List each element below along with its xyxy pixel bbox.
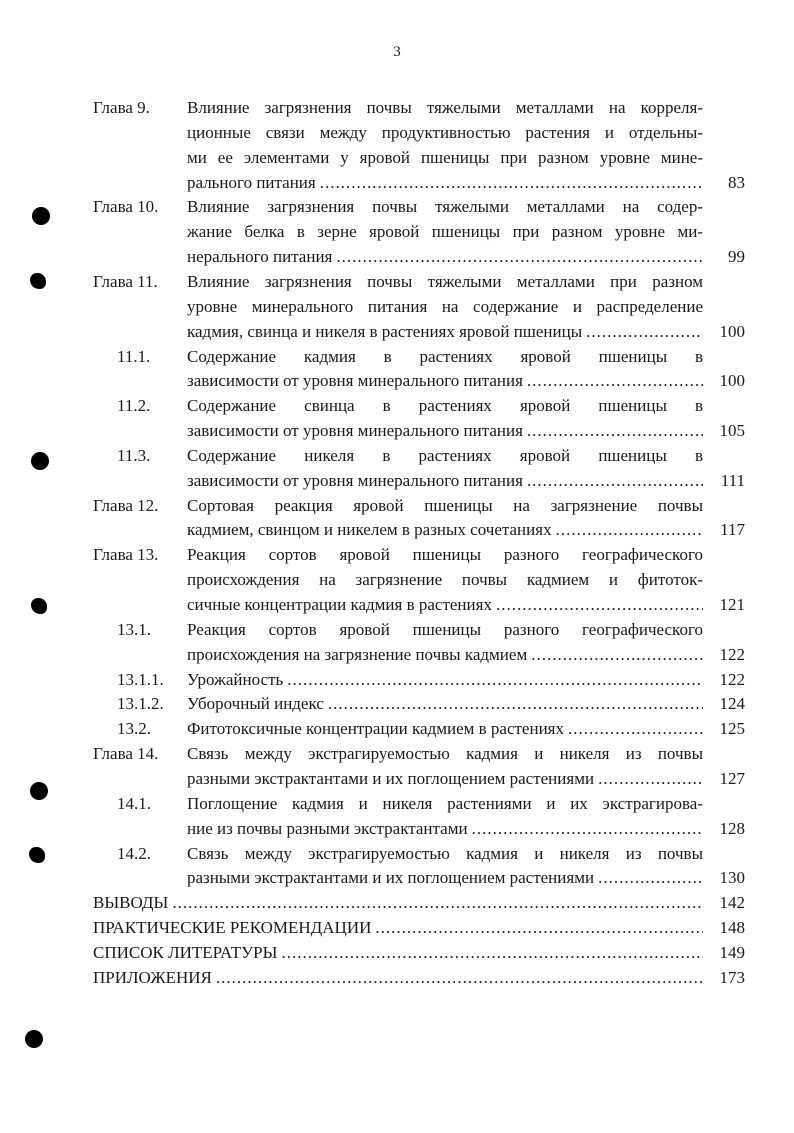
entry-title-text: Фитотоксичные концентрации кадмием в растениях [187, 719, 564, 739]
entry-page-number: 105 [719, 421, 745, 441]
entry-title-text: разными экстрактантами и их поглощением растениями [187, 868, 595, 888]
entry-title-line [187, 667, 703, 692]
entry-label: 13.1. [117, 619, 151, 639]
entry-title-text: нерального питания [187, 247, 333, 267]
entry-title-line: ционные связи между продуктивностью растения и отдельны- [187, 122, 703, 142]
entry-title-text: СПИСОК ЛИТЕРАТУРЫ [93, 942, 278, 962]
entry-title-text: зависимости от уровня минерального питания [187, 470, 523, 490]
entry-title-text: происхождения на загрязнение почвы кадмием [187, 644, 528, 664]
entry-title-line [93, 915, 703, 940]
entry-title-line [187, 642, 703, 667]
entry-page-number: 127 [719, 768, 745, 788]
entry-page-number: 122 [719, 644, 745, 664]
entry-title-text: ПРИЛОЖЕНИЯ [93, 967, 212, 987]
entry-title-text: Уборочный индекс [187, 694, 324, 714]
entry-title-text: Урожайность [187, 669, 284, 689]
dot-leader [328, 691, 703, 716]
entry-label: 11.2. [117, 396, 151, 416]
dot-leader [496, 592, 703, 617]
dot-leader [336, 244, 703, 269]
entry-page-number: 100 [719, 371, 745, 391]
entry-page-number: 99 [728, 247, 745, 267]
entry-label: Глава 14. [93, 744, 159, 764]
entry-title-line: Реакция сортов яровой пшеницы разного географического [187, 545, 703, 565]
entry-label: 13.2. [117, 719, 151, 739]
entry-label: 14.1. [117, 793, 151, 813]
entry-label: Глава 13. [93, 545, 159, 565]
punch-hole [29, 847, 45, 863]
entry-title-line [187, 766, 703, 791]
entry-title-line [187, 418, 703, 443]
punch-hole [30, 273, 46, 289]
dot-leader [531, 642, 703, 667]
punch-hole [31, 452, 49, 470]
dot-leader [598, 766, 703, 791]
entry-title-line [187, 170, 703, 195]
entry-title-line: жание белка в зерне яровой пшеницы при разном уровне ми- [187, 222, 703, 242]
entry-title-line: Содержание свинца в растениях яровой пшеницы в [187, 396, 703, 416]
entry-label: Глава 12. [93, 495, 159, 515]
entry-label: 13.1.1. [117, 669, 164, 689]
entry-page-number: 130 [719, 868, 745, 888]
dot-leader [472, 816, 703, 841]
entry-page-number: 111 [720, 470, 745, 490]
entry-title-text: ВЫВОДЫ [93, 893, 169, 913]
entry-title-line [187, 244, 703, 269]
entry-title-line: Влияние загрязнения почвы тяжелыми металлами на содер- [187, 197, 703, 217]
punch-hole [31, 598, 47, 614]
entry-title-line [187, 368, 703, 393]
entry-page-number: 117 [720, 520, 745, 540]
entry-page-number: 122 [719, 669, 745, 689]
entry-title-line: уровне минерального питания на содержание и распределение [187, 296, 703, 316]
entry-title-line [187, 592, 703, 617]
entry-title-line: Содержание кадмия в растениях яровой пшеницы в [187, 346, 703, 366]
entry-title-line [187, 691, 703, 716]
entry-title-text: кадмия, свинца и никеля в растениях яровой пшеницы [187, 321, 583, 341]
punch-hole [25, 1030, 43, 1048]
dot-leader [527, 418, 703, 443]
entry-title-line [187, 716, 703, 741]
entry-title-line: Содержание никеля в растениях яровой пшеницы в [187, 445, 703, 465]
entry-title-line: Сортовая реакция яровой пшеницы на загрязнение почвы [187, 495, 703, 515]
punch-hole [30, 782, 48, 800]
entry-page-number: 121 [719, 595, 745, 614]
punch-hole [32, 207, 50, 225]
entry-title-line [187, 468, 703, 493]
dot-leader [375, 915, 703, 940]
dot-leader [556, 517, 703, 542]
dot-leader [320, 170, 703, 195]
dot-leader [598, 865, 703, 890]
entry-page-number: 125 [719, 719, 745, 739]
entry-title-line [93, 890, 703, 915]
entry-label: 14.2. [117, 843, 151, 863]
entry-title-text: разными экстрактантами и их поглощением растениями [187, 768, 595, 788]
entry-title-text: рального питания [187, 172, 316, 192]
dot-leader [287, 667, 703, 692]
entry-title-text: ние из почвы разными экстрактантами [187, 818, 468, 838]
dot-leader [586, 319, 703, 344]
entry-page-number: 149 [719, 942, 745, 962]
dot-leader [216, 965, 703, 990]
entry-title-line [187, 319, 703, 344]
entry-title-line [93, 965, 703, 990]
entry-title-text: сичные концентрации кадмия в растениях [187, 595, 492, 614]
entry-page-number: 173 [719, 967, 745, 987]
entry-title-line: Связь между экстрагируемостью кадмия и никеля из почвы [187, 744, 703, 764]
entry-page-number: 128 [719, 818, 745, 838]
entry-title-line [187, 517, 703, 542]
entry-page-number: 100 [719, 321, 745, 341]
entry-label: 11.1. [117, 346, 151, 366]
entry-page-number: 83 [728, 172, 745, 192]
entry-label: Глава 10. [93, 197, 159, 217]
entry-page-number: 148 [719, 918, 745, 938]
entry-title-line: ми ее элементами у яровой пшеницы при разном уровне мине- [187, 147, 703, 167]
entry-page-number: 142 [719, 893, 745, 913]
entry-label: Глава 9. [93, 98, 150, 117]
entry-title-text: ПРАКТИЧЕСКИЕ РЕКОМЕНДАЦИИ [93, 918, 372, 938]
entry-title-line: Влияние загрязнения почвы тяжелыми металлами при разном [187, 271, 703, 291]
dot-leader [527, 368, 703, 393]
entry-title-line: Реакция сортов яровой пшеницы разного географического [187, 619, 703, 639]
entry-title-text: зависимости от уровня минерального питания [187, 371, 523, 391]
entry-title-text: кадмием, свинцом и никелем в разных сочетаниях [187, 520, 552, 540]
entry-title-line: происхождения на загрязнение почвы кадмием и фитоток- [187, 570, 703, 590]
entry-label: Глава 11. [93, 271, 158, 291]
entry-title-line: Влияние загрязнения почвы тяжелыми металлами на корреля- [187, 98, 703, 117]
entry-label: 13.1.2. [117, 694, 164, 714]
dot-leader [281, 940, 703, 965]
entry-title-line [93, 940, 703, 965]
dot-leader [527, 468, 703, 493]
entry-title-line: Связь между экстрагируемостью кадмия и никеля из почвы [187, 843, 703, 863]
entry-title-text: зависимости от уровня минерального питания [187, 421, 523, 441]
entry-title-line [187, 865, 703, 890]
entry-page-number: 124 [719, 694, 745, 714]
page-number: 3 [393, 44, 401, 60]
dot-leader [568, 716, 703, 741]
dot-leader [172, 890, 703, 915]
entry-label: 11.3. [117, 445, 151, 465]
entry-title-line [187, 816, 703, 841]
entry-title-line: Поглощение кадмия и никеля растениями и их экстрагирова- [187, 793, 703, 813]
